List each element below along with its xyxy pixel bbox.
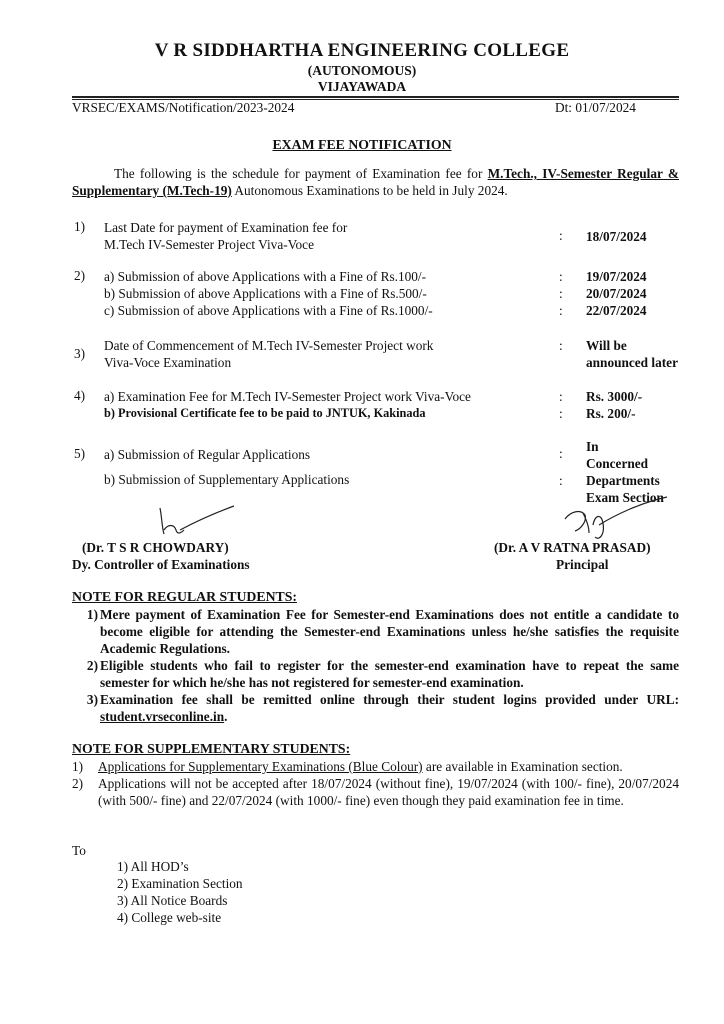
schedule-line: b) Provisional Certificate fee to be paid to JNTUK, Kakinada	[104, 406, 426, 420]
schedule-item-5-text	[104, 446, 554, 488]
schedule-value: In Concerned	[586, 439, 649, 471]
signatory-left-name: (Dr. T S R CHOWDARY)	[82, 540, 229, 555]
note-text-before: Examination fee shall be remitted online through their student logins provided under URL:	[100, 692, 679, 707]
note-num: 1)	[72, 759, 84, 774]
schedule-line: Last Date for payment of Examination fee for	[104, 220, 348, 235]
colon: :	[559, 446, 563, 461]
note-text-after: .	[224, 709, 228, 724]
distribution-list	[117, 858, 243, 926]
distribution-item: 3) All Notice Boards	[117, 893, 228, 908]
schedule-item-4-num: 4)	[74, 388, 86, 403]
note-text-after: are available in Examination section.	[422, 759, 623, 774]
regular-note-2	[72, 657, 679, 693]
schedule-line: Viva-Voce Examination	[104, 355, 232, 370]
intro-paragraph	[72, 165, 679, 199]
note-text: Mere payment of Examination Fee for Semester-end Examinations does not entitle a candidate to become eligible for attending the Semester-end Examinations unless he/she satisfies the requisite Academic Regulations.	[100, 607, 679, 656]
regular-note-1	[72, 606, 679, 658]
note-num: 2)	[86, 658, 98, 673]
schedule-value: Rs. 200/-	[586, 406, 636, 421]
distribution-item: 2) Examination Section	[117, 876, 243, 891]
colon: :	[559, 338, 563, 353]
signature-chowdary	[150, 500, 240, 542]
colon: :	[559, 473, 563, 488]
signatory-right-role: Principal	[556, 557, 609, 572]
note-num: 1)	[86, 607, 98, 622]
regular-note-3	[72, 691, 679, 727]
schedule-line: Date of Commencement of M.Tech IV-Semester Project work	[104, 338, 434, 353]
header-rule	[72, 96, 679, 98]
schedule-value: Rs. 3000/-	[586, 389, 643, 404]
schedule-line: a) Examination Fee for M.Tech IV-Semester Project work Viva-Voce	[104, 389, 471, 404]
schedule-item-1-text	[104, 219, 554, 253]
schedule-item-3-values	[586, 337, 686, 371]
schedule-item-3-text	[104, 337, 554, 371]
note-text: Eligible students who fail to register for the semester-end examination have to repeat the same semester for which he/she has not registered for semester-end examination.	[100, 658, 679, 690]
schedule-item-2-num: 2)	[74, 268, 86, 283]
note-text: Applications will not be accepted after 18/07/2024 (without fine), 19/07/2024 (with 100/- fine), 20/07/2024 (with 500/- fine) and 22/07/2024 (with 1000/- fine) even though they paid examination fee in time.	[98, 776, 679, 808]
notification-date: Dt: 01/07/2024	[555, 100, 636, 115]
distribution-item: 4) College web-site	[117, 910, 222, 925]
schedule-line: b) Submission of Supplementary Applications	[104, 472, 350, 487]
college-city: VIJAYAWADA	[317, 79, 407, 94]
college-status: (AUTONOMOUS)	[307, 63, 417, 78]
note-text	[100, 691, 679, 725]
schedule-value: 22/07/2024	[586, 303, 647, 318]
schedule-line: c) Submission of above Applications with a Fine of Rs.1000/-	[104, 303, 433, 318]
schedule-item-4-text	[104, 388, 564, 422]
intro-before: The following is the schedule for payment of Examination fee for	[114, 166, 488, 181]
supplementary-application-link: Applications for Supplementary Examinations (Blue Colour)	[98, 759, 423, 774]
schedule-item-2-text	[104, 268, 554, 319]
signatory-right-name: (Dr. A V RATNA PRASAD)	[494, 540, 651, 555]
schedule-item-3-num: 3)	[74, 346, 86, 361]
supplementary-note-2	[72, 775, 679, 827]
schedule-line: b) Submission of above Applications with a Fine of Rs.500/-	[104, 286, 427, 301]
schedule-line: a) Submission of Regular Applications	[104, 447, 311, 462]
signatory-left-role: Dy. Controller of Examinations	[72, 557, 250, 572]
student-portal-link[interactable]: student.vrseconline.in	[100, 709, 225, 724]
supplementary-notes-heading: NOTE FOR SUPPLEMENTARY STUDENTS:	[72, 741, 351, 756]
colon: :	[559, 228, 563, 243]
supplementary-note-1	[72, 758, 679, 776]
schedule-item-5-num: 5)	[74, 446, 86, 461]
schedule-value: Departments	[586, 473, 660, 488]
schedule-line: M.Tech IV-Semester Project Viva-Voce	[104, 237, 314, 252]
reference-number: VRSEC/EXAMS/Notification/2023-2024	[72, 100, 295, 115]
colon-group: : :	[559, 389, 563, 421]
college-name: V R SIDDHARTHA ENGINEERING COLLEGE	[154, 40, 570, 61]
colon-group: : : :	[559, 269, 563, 318]
notification-title: EXAM FEE NOTIFICATION	[272, 137, 452, 152]
regular-notes-heading: NOTE FOR REGULAR STUDENTS:	[72, 589, 298, 604]
schedule-item-2-values	[586, 268, 686, 319]
distribution-item: 1) All HOD’s	[117, 859, 189, 874]
schedule-value: 20/07/2024	[586, 286, 647, 301]
schedule-item-4-values	[586, 388, 686, 422]
signature-ratna-prasad	[555, 495, 675, 545]
intro-highlight: M.Tech., IV-Semester Regular & Supplementary (M.Tech-19)	[72, 166, 679, 198]
distribution-to-label: To	[72, 843, 86, 858]
note-num: 3)	[86, 692, 98, 707]
note-num: 2)	[72, 776, 84, 791]
schedule-item-1-value: 18/07/2024	[586, 229, 647, 244]
schedule-value: announced later	[586, 355, 678, 370]
schedule-value: 19/07/2024	[586, 269, 647, 284]
schedule-value: Exam Section	[586, 490, 664, 505]
schedule-line: a) Submission of above Applications with a Fine of Rs.100/-	[104, 269, 427, 284]
schedule-value: Will be	[586, 338, 627, 353]
schedule-item-1-num: 1)	[74, 219, 86, 234]
note-text	[98, 758, 679, 775]
intro-after: Autonomous Examinations to be held in July 2024.	[231, 183, 508, 198]
